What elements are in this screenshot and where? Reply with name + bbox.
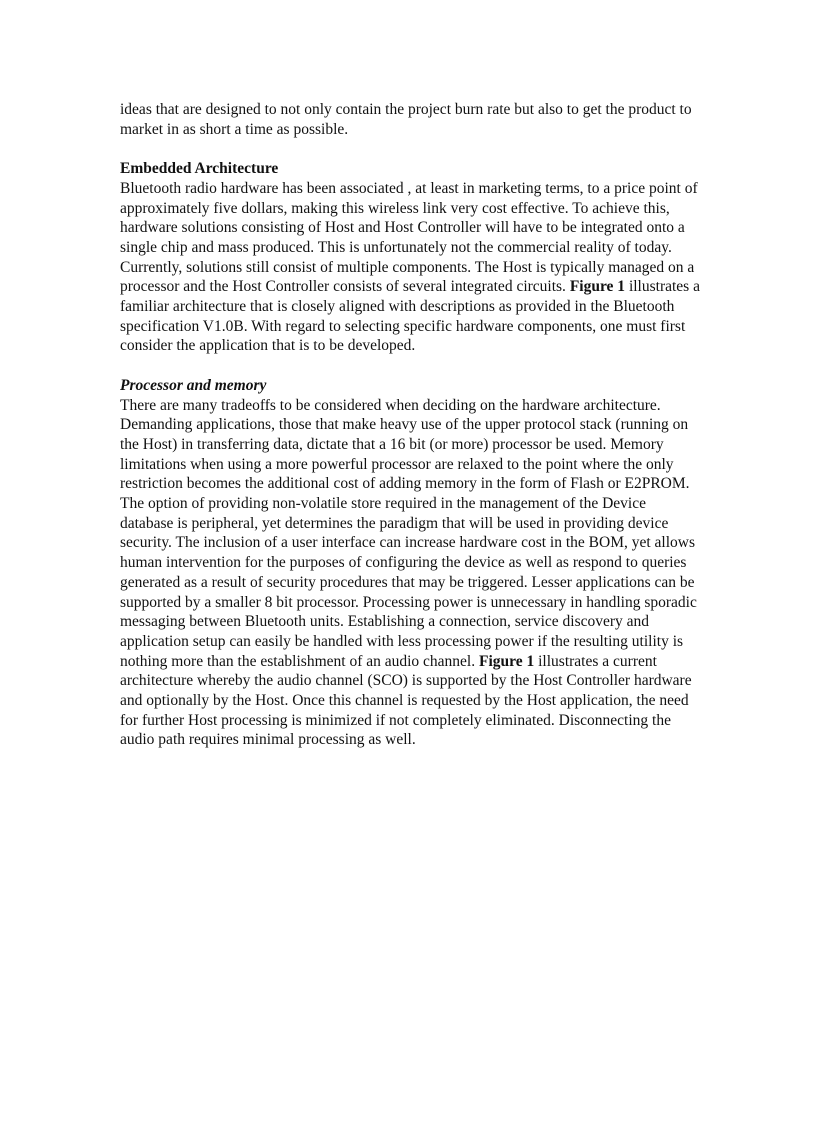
paragraph-spacer <box>120 356 700 376</box>
document-page <box>120 100 700 750</box>
section-heading-embedded-architecture: Embedded Architecture <box>120 160 279 178</box>
figure-reference: Figure 1 <box>479 652 535 670</box>
intro-paragraph: ideas that are designed to not only contain the project burn rate but also to get the product to market in as short a time as possible. <box>120 101 692 138</box>
figure-reference: Figure 1 <box>569 278 626 296</box>
paragraph-text: There are many tradeoffs to be considered when deciding on the hardware architecture. Demanding applications, those that make heavy use of the upper protocol stack (running on the Host) in transferring data, dictate that a 16 bit (or more) processor be used. Memory limitations when using a more powerful processor are relaxed to the point where the only restriction becomes the additional cost of adding memory in the form of Flash or E2PROM. The option of providing non-volatile store required in the management of the Device database is peripheral, yet determines the paradigm that will be used in providing device security. The inclusion of a user interface can increase hardware cost in the BOM, yet allows human intervention for the purposes of configuring the device as well as respond to queries generated as a result of security procedures that may be triggered. Lesser applications can be supported by a smaller 8 bit processor. Processing power is unnecessary in handling sporadic messaging between Bluetooth units. Establishing a connection, service discovery and application setup can easily be handled with less processing power if the resulting utility is nothing more than the establishment of an audio channel. <box>120 396 697 670</box>
paragraph-text: illustrates a current architecture whereby the audio channel (SCO) is supported by the Host Controller hardware and optionally by the Host. Once this channel is requested by the Host application, the need for further Host processing is minimized if not completely eliminated. Disconnecting the audio path requires minimal processing as well. <box>120 652 692 749</box>
paragraph-spacer <box>120 139 700 159</box>
section-heading-processor-and-memory: Processor and memory <box>120 376 267 394</box>
paragraph-text: Bluetooth radio hardware has been associated , at least in marketing terms, to a price point of approximately five dollars, making this wireless link very cost effective. To achieve this, hardware solutions consisting of Host and Host Controller will have to be integrated onto a single chip and mass produced. This is unfortunately not the commercial reality of today. Currently, solutions still consist of multiple components. The Host is typically managed on a processor and the Host Controller consists of several integrated circuits. <box>120 179 698 296</box>
embedded-architecture-paragraph <box>120 179 700 356</box>
processor-memory-paragraph <box>120 396 700 751</box>
paragraph-text: illustrates a familiar architecture that is closely aligned with descriptions as provided in the Bluetooth specification V1.0B. With regard to selecting specific hardware components, one must first consider the application that is to be developed. <box>120 278 700 355</box>
